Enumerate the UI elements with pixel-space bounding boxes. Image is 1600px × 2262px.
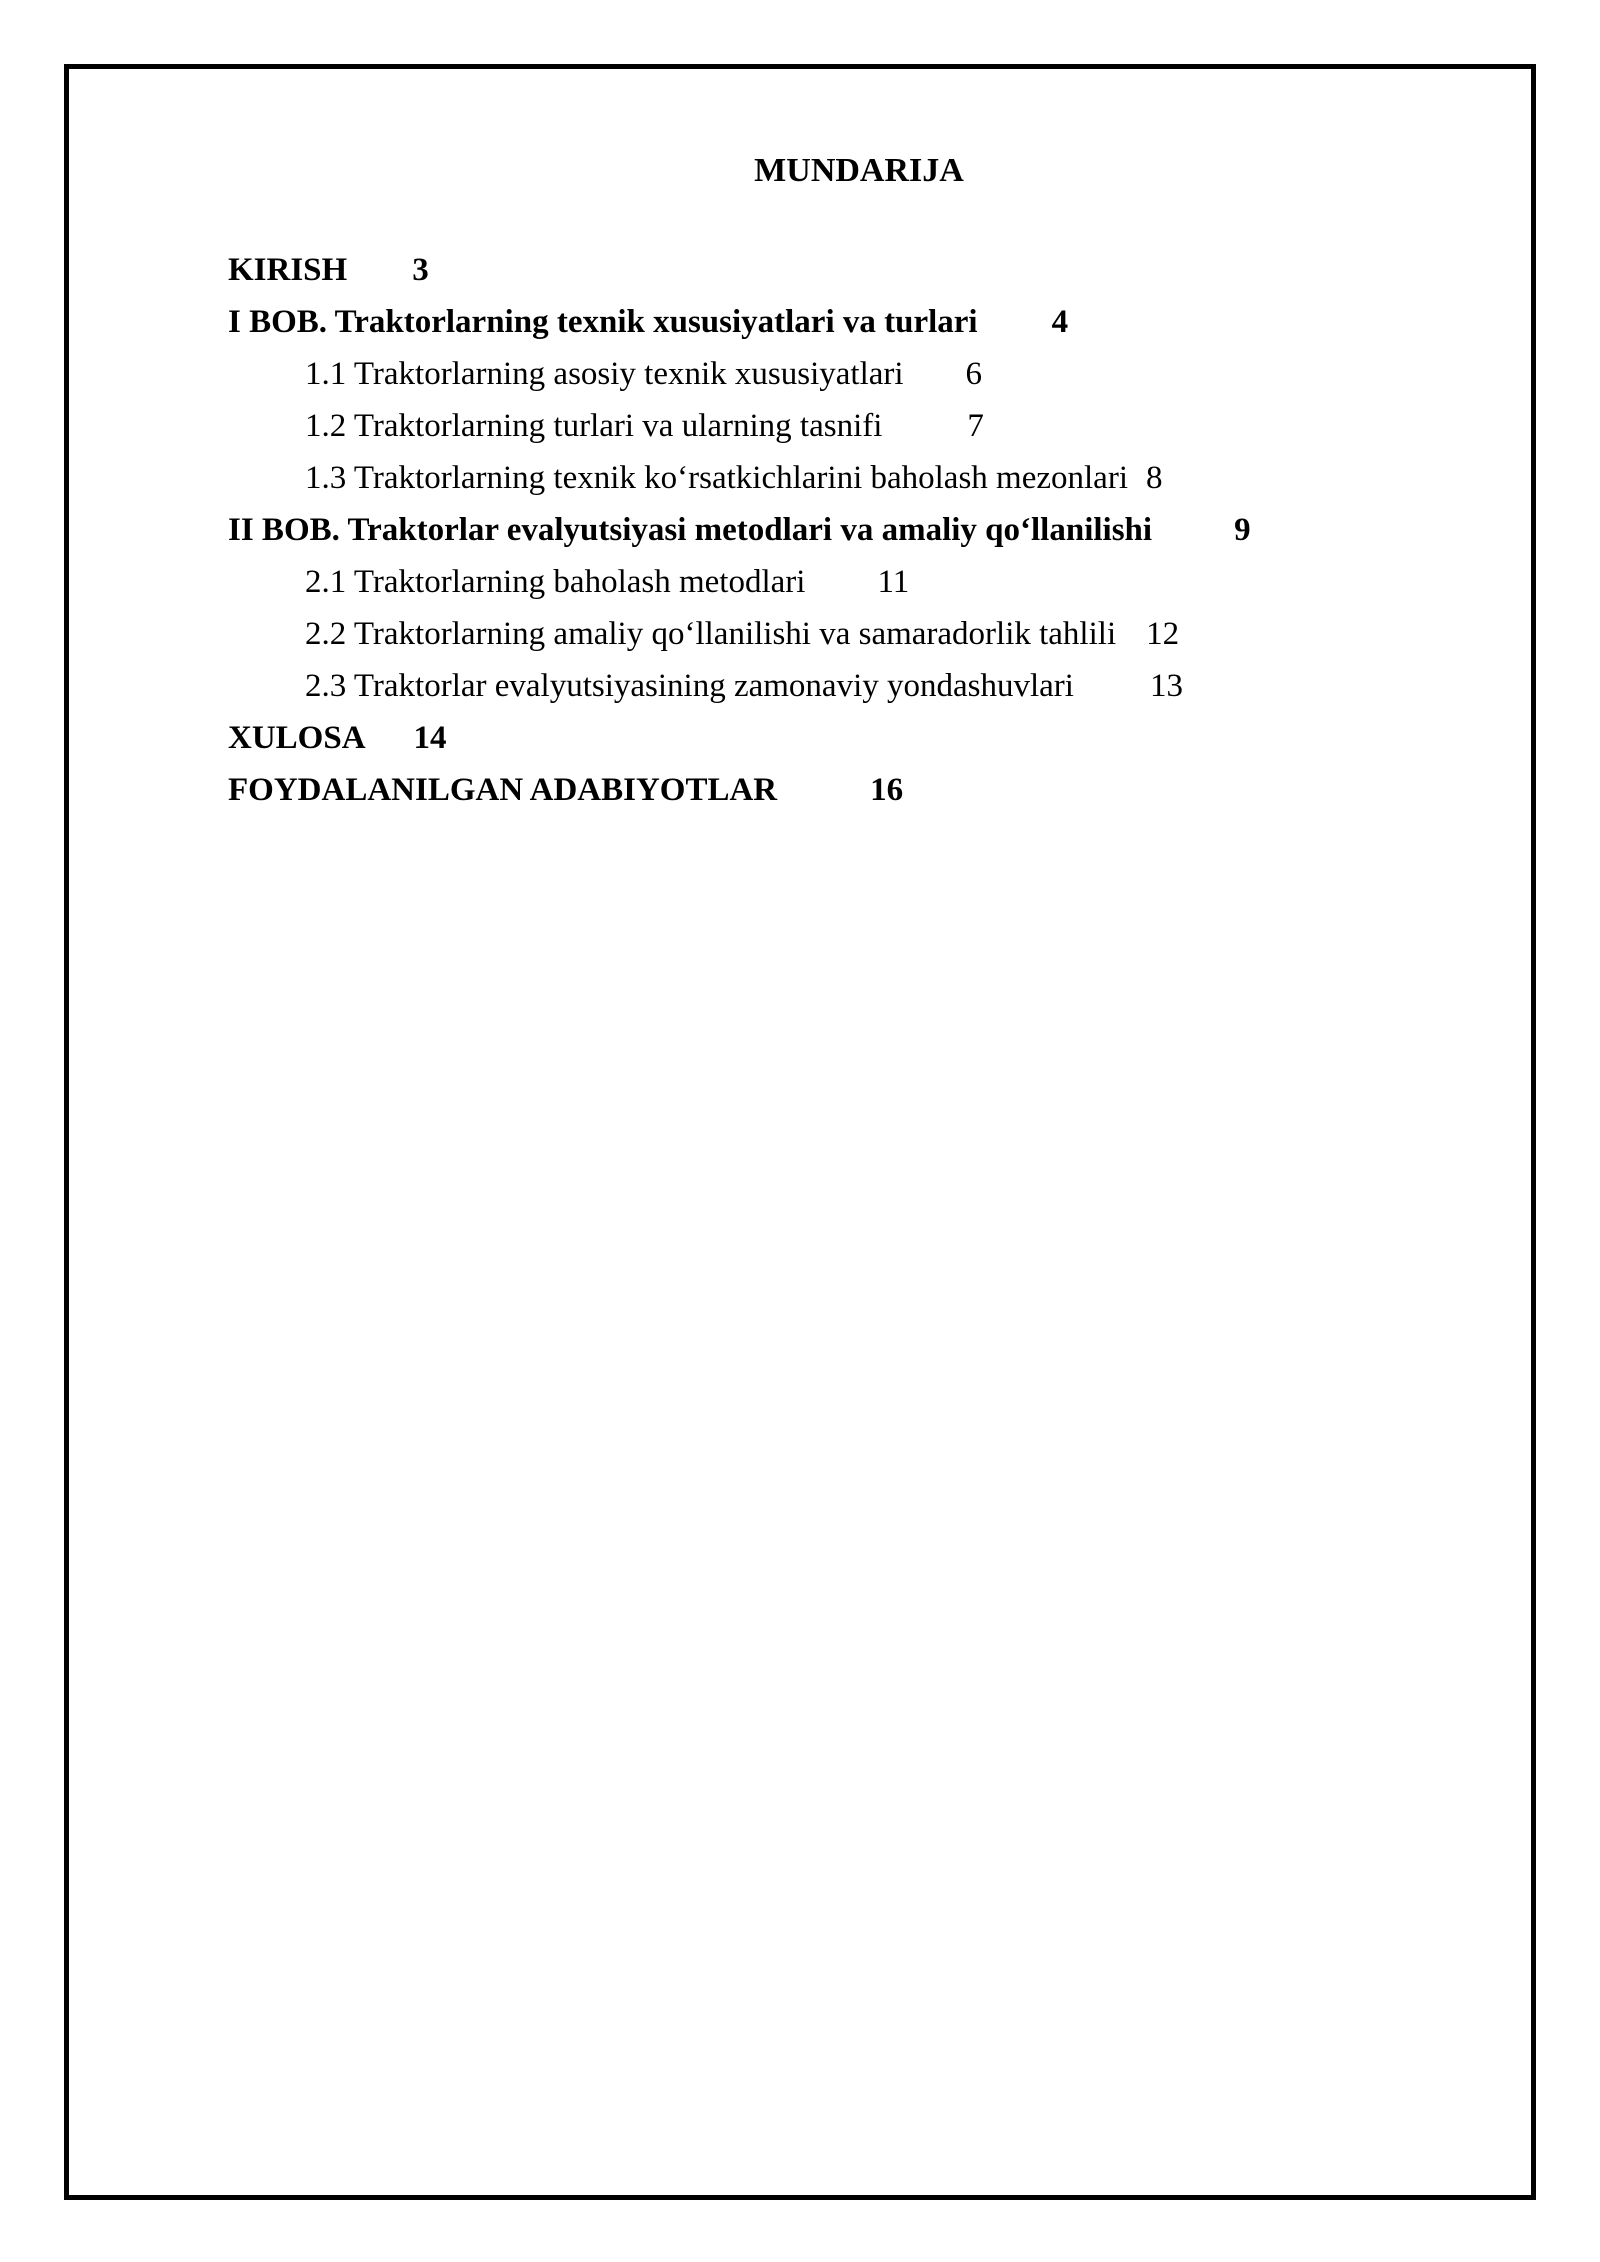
toc-entry-page: 4 <box>1051 304 1069 340</box>
toc-entry-page: 8 <box>1146 460 1163 496</box>
toc-entry-section-1-1 <box>228 348 1251 400</box>
toc-entry-label: FOYDALANILGAN ADABIYOTLAR <box>228 772 778 808</box>
toc-entry-label: 2.1 Traktorlarning baholash metodlari <box>305 564 806 600</box>
toc-entry-kirish <box>228 244 1251 296</box>
toc-entry-section-2-1 <box>228 556 1251 608</box>
toc-entry-page: 9 <box>1234 512 1251 548</box>
toc-entry-label: II BOB. Traktorlar evalyutsiyasi metodlari va amaliy qo‘llanilishi <box>228 512 1153 548</box>
toc-entry-section-2-3 <box>228 660 1251 712</box>
toc-entry-page: 12 <box>1146 616 1180 652</box>
toc-entry-page: 13 <box>1149 668 1183 704</box>
toc-entry-page: 11 <box>877 564 910 600</box>
toc-entry-references <box>228 764 1251 816</box>
toc-entry-label: 1.1 Traktorlarning asosiy texnik xususiyatlari <box>305 356 904 392</box>
toc-entry-chapter-2 <box>228 504 1251 556</box>
toc-entry-section-1-2 <box>228 400 1251 452</box>
toc-entry-chapter-1 <box>228 296 1251 348</box>
toc-entry-label: 2.2 Traktorlarning amaliy qo‘llanilishi va samaradorlik tahlili <box>305 616 1117 652</box>
toc-entry-section-1-3 <box>228 452 1251 504</box>
toc-entry-page: 7 <box>967 408 984 444</box>
toc-entry-page: 3 <box>412 252 429 288</box>
toc-entry-page: 14 <box>413 720 447 756</box>
table-of-contents <box>228 244 1251 816</box>
toc-entry-label: KIRISH <box>228 252 348 288</box>
toc-entry-page: 16 <box>870 772 904 808</box>
toc-entry-label: I BOB. Traktorlarning texnik xususiyatlari va turlari <box>228 304 978 340</box>
toc-entry-label: XULOSA <box>228 720 366 756</box>
toc-entry-section-2-2 <box>228 608 1251 660</box>
toc-entry-label: 1.3 Traktorlarning texnik ko‘rsatkichlarini baholash mezonlari <box>305 460 1128 496</box>
toc-entry-label: 2.3 Traktorlar evalyutsiyasining zamonaviy yondashuvlari <box>305 668 1074 704</box>
page-title: MUNDARIJA <box>754 152 964 189</box>
toc-entry-label: 1.2 Traktorlarning turlari va ularning tasnifi <box>305 408 883 444</box>
toc-entry-xulosa <box>228 712 1251 764</box>
toc-entry-page: 6 <box>965 356 983 392</box>
